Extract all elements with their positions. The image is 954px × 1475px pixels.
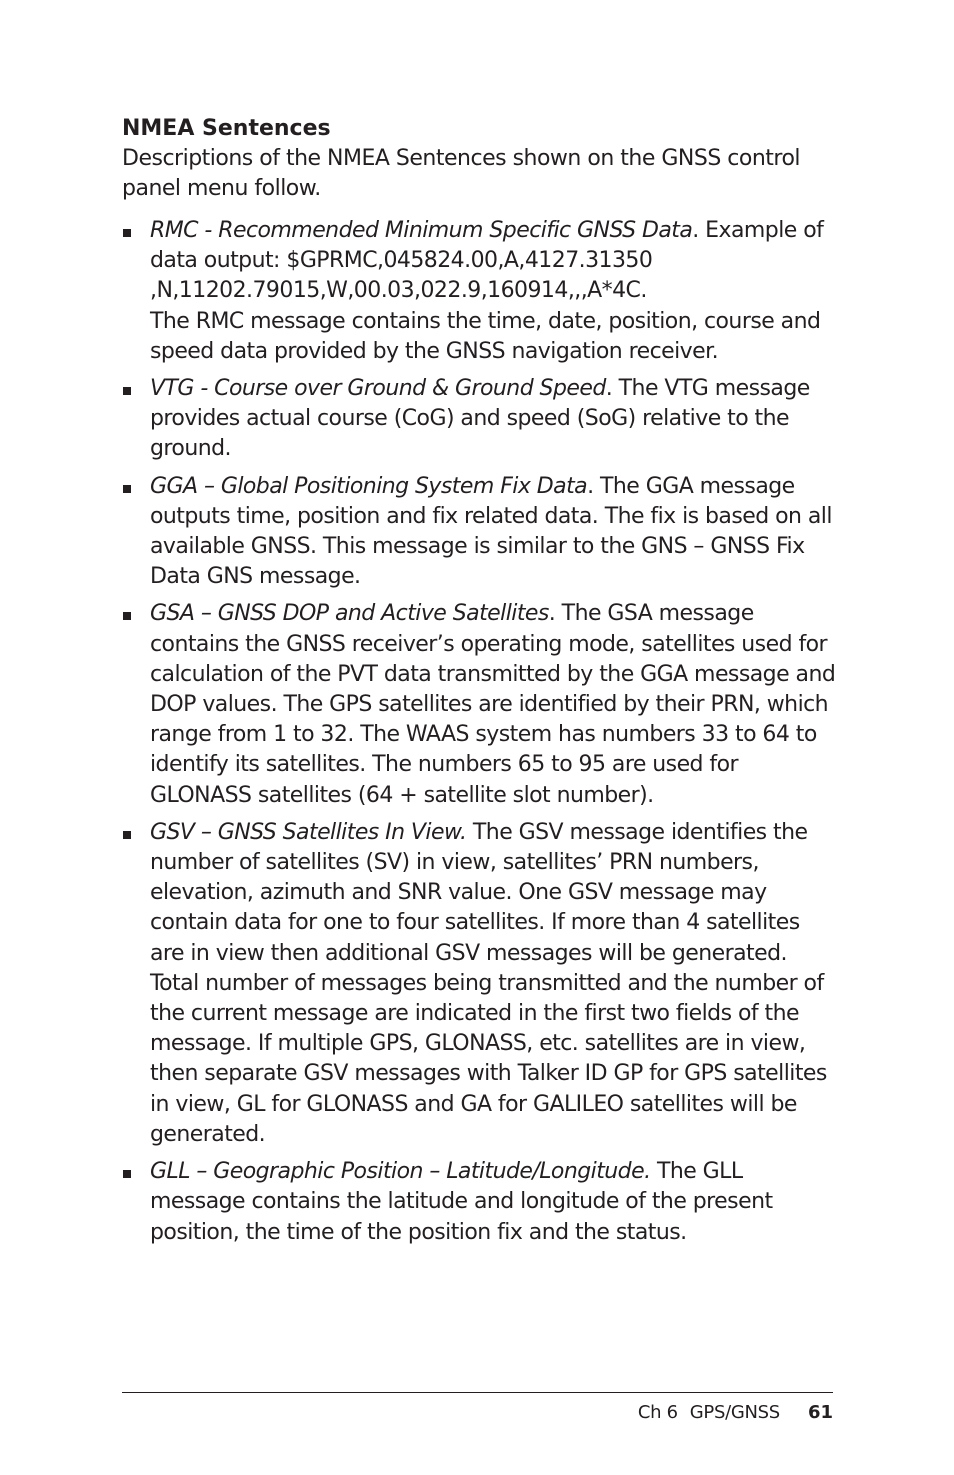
item-body: . Example of data output: $GPRMC,045824.00,A,4127.31350 ,N,11202.79015,W,00.03,022.9,160914,,,A*4C. — [150, 218, 824, 304]
item-title: VTG - Course over Ground & Ground Speed — [150, 376, 606, 402]
page-footer — [638, 1400, 833, 1426]
list-item-gsa — [122, 599, 838, 810]
list-item-gsv — [122, 818, 838, 1150]
item-body: The GLL message contains the latitude and longitude of the present position, the time of the position fix and the status. — [150, 1159, 773, 1245]
item-body: . The GGA message outputs time, position and fix related data. The fix is based on all available GNSS. This message is similar to the GNS – GNSS Fix Data GNS message. — [150, 473, 832, 590]
item-title: RMC - Recommended Minimum Specific GNSS Data — [150, 218, 693, 243]
section-heading: NMEA Sentences — [122, 116, 331, 141]
item-body: . The VTG message provides actual course (CoG) and speed (SoG) relative to the ground. — [150, 376, 810, 462]
section-intro: Descriptions of the NMEA Sentences shown on the GNSS control panel menu follow. — [122, 146, 801, 201]
item-title: GLL – Geographic Position – Latitude/Longitude. — [150, 1159, 651, 1185]
list-item-gll — [122, 1157, 838, 1248]
page-content — [122, 114, 838, 1255]
square-bullet-icon — [123, 387, 131, 395]
square-bullet-icon — [123, 485, 131, 493]
square-bullet-icon — [123, 831, 131, 839]
square-bullet-icon — [123, 612, 131, 620]
page-number: 61 — [807, 1402, 833, 1423]
footer-section: GPS/GNSS — [689, 1402, 780, 1423]
list-item-vtg — [122, 374, 838, 465]
item-title: GSA – GNSS DOP and Active Satellites — [150, 601, 549, 627]
list-item-gga — [122, 472, 838, 593]
item-body: The GSV message identifies the number of satellites (SV) in view, satellites’ PRN numbers, elevation, azimuth and SNR value. One GSV message may contain data for one to four satellites. If more than 4 satellites are in view then additional GSV messages will be generated. Total number of messages being transmitted and the number of the current message are indicated in the first two fields of the message. If multiple GPS, GLONASS, etc. satellites are in view, then separate GSV messages with Talker ID GP for GPS satellites in view, GL for GLONASS and GA for GALILEO satellites will be generated. — [150, 819, 827, 1147]
item-title: GGA – Global Positioning System Fix Data — [150, 473, 588, 499]
list-item-rmc — [122, 216, 838, 367]
square-bullet-icon — [123, 1170, 131, 1178]
nmea-sentence-list — [122, 216, 838, 1248]
item-extra: The RMC message contains the time, date, position, course and speed data provided by the GNSS navigation receiver. — [150, 308, 821, 364]
footer-chapter: Ch 6 — [637, 1402, 678, 1423]
item-title: GSV – GNSS Satellites In View. — [150, 819, 467, 845]
square-bullet-icon — [123, 229, 131, 237]
item-body: . The GSA message contains the GNSS receiver’s operating mode, satellites used for calculation of the PVT data transmitted by the GGA message and DOP values. The GPS satellites are identified by their PRN, which range from 1 to 32. The WAAS system has numbers 33 to 64 to identify its satellites. The numbers 65 to 95 are used for GLONASS satellites (64 + satellite slot number). — [150, 601, 836, 808]
footer-divider — [122, 1392, 833, 1393]
